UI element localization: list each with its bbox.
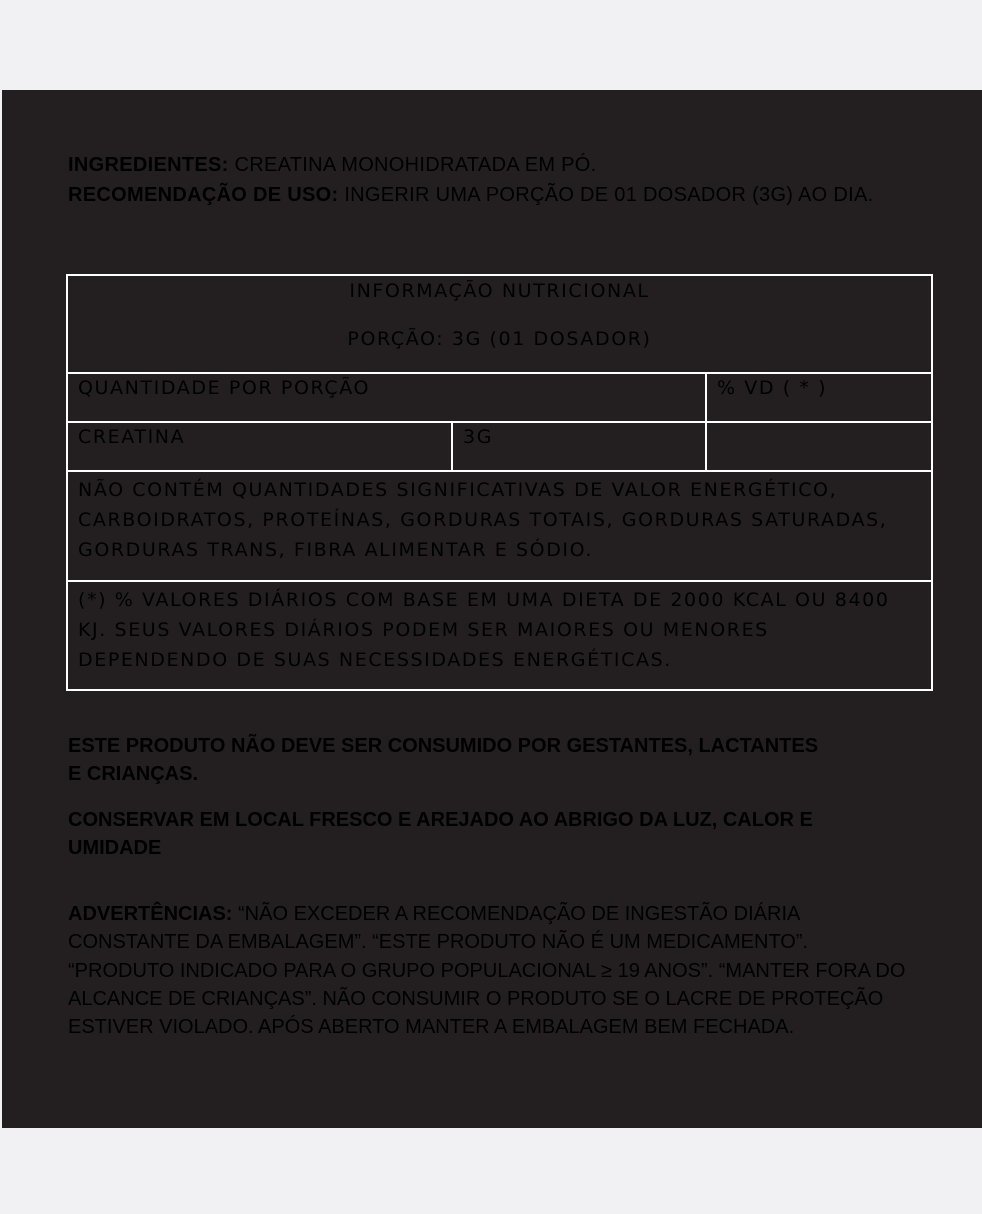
nutrition-note (68, 472, 931, 582)
nutrition-table-title: INFORMAÇÃO NUTRICIONAL (349, 280, 650, 302)
advertencias-label: ADVERTÊNCIAS: (68, 903, 233, 925)
ingredients-label: INGREDIENTES: (68, 154, 229, 176)
nutrition-table (66, 274, 933, 691)
nutrition-note-text (78, 475, 931, 565)
footnote-line: DEPENDENDO DE SUAS NECESSIDADES ENERGÉTICAS. (78, 649, 672, 671)
pregnancy-warning: ESTE PRODUTO NÃO DEVE SER CONSUMIDO POR GESTANTES, LACTANTES E CRIANÇAS. (68, 735, 819, 785)
note-line: CARBOIDRATOS, PROTEÍNAS, GORDURAS TOTAIS, GORDURAS SATURADAS, (78, 509, 888, 531)
vd-header: % VD ( * ) (705, 374, 931, 421)
ingredients-line (68, 150, 908, 180)
note-line: NÃO CONTÉM QUANTIDADES SIGNIFICATIVAS DE VALOR ENERGÉTICO, (78, 479, 838, 501)
footnote-line: (*) % VALORES DIÁRIOS COM BASE EM UMA DIETA DE 2000 KCAL OU 8400 (78, 589, 890, 611)
intro-section (68, 150, 908, 210)
usage-line (68, 180, 908, 210)
advertencias-text: “NÃO EXCEDER A RECOMENDAÇÃO DE INGESTÃO DIÁRIA CONSTANTE DA EMBALAGEM”. “ESTE PRODUTO NÃO É UM MEDICAMENTO”. “PRODUTO INDICADO PARA O GRUPO POPULACIONAL ≥ 19 ANOS”. “MANTER FORA DO ALCANCE DE CRIANÇAS”. NÃO CONSUMIR O PRODUTO SE O LACRE DE PROTEÇÃO ESTIVER VIOLADO. APÓS ABERTO MANTER A EMBALAGEM BEM FECHADA. (68, 903, 906, 1039)
usage-label: RECOMENDAÇÃO DE USO: (68, 184, 339, 206)
ingredients-value: CREATINA MONOHIDRATADA EM PÓ. (234, 154, 597, 176)
nutrient-name: CREATINA (78, 426, 186, 448)
nutrient-vd (705, 423, 931, 470)
nutrition-table-column-headers (68, 374, 931, 423)
usage-value: INGERIR UMA PORÇÃO DE 01 DOSADOR (3G) AO DIA. (344, 184, 874, 206)
nutrition-footnote-text (78, 585, 931, 675)
nutrition-table-header (68, 276, 931, 374)
nutrient-amount: 3G (451, 423, 705, 470)
nutrition-footnote (68, 582, 931, 689)
nutrition-table-portion: PORÇÃO: 3G (01 DOSADOR) (347, 328, 652, 350)
table-row (68, 423, 931, 472)
quantity-header: QUANTIDADE POR PORÇÃO (78, 377, 371, 399)
footnote-line: KJ. SEUS VALORES DIÁRIOS PODEM SER MAIORES OU MENORES (78, 619, 769, 641)
note-line: GORDURAS TRANS, FIBRA ALIMENTAR E SÓDIO. (78, 539, 594, 561)
advertencias-block (68, 900, 918, 1041)
storage-warning: CONSERVAR EM LOCAL FRESCO E AREJADO AO ABRIGO DA LUZ, CALOR E UMIDADE (68, 809, 813, 859)
